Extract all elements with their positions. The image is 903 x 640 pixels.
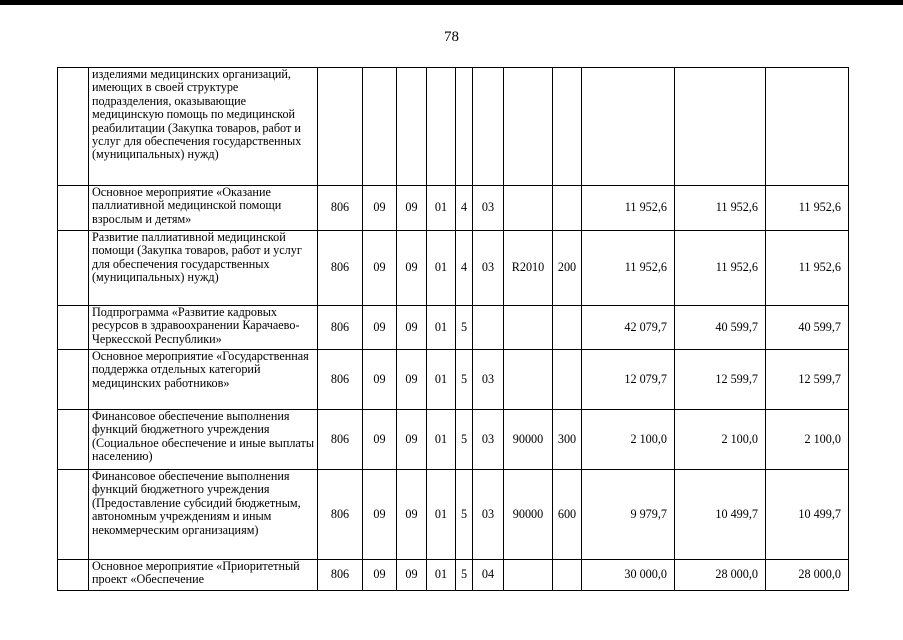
amount-1-cell: 12 079,7: [582, 350, 675, 410]
subsection-cell: 09: [397, 470, 427, 560]
expense-type-cell: [553, 68, 582, 186]
name-cell: Подпрограмма «Развитие кадровых ресурсов в здравоохранении Карачаево-Черкесской Республики»: [89, 306, 318, 350]
amount-1-cell: 11 952,6: [582, 186, 675, 231]
program-cell: 01: [427, 306, 456, 350]
lead-cell: [58, 186, 89, 231]
table-row: [58, 186, 849, 231]
section-cell: [363, 68, 397, 186]
subprogram-cell: 5: [456, 410, 473, 470]
expense-type-cell: [553, 306, 582, 350]
event-cell: 04: [473, 560, 504, 591]
table-row: [58, 68, 849, 186]
lead-cell: [58, 231, 89, 306]
amount-2-cell: 2 100,0: [675, 410, 766, 470]
subprogram-cell: 5: [456, 350, 473, 410]
ministry-cell: 806: [318, 186, 363, 231]
direction-cell: 90000: [504, 470, 553, 560]
name-cell: Развитие паллиативной медицинской помощи (Закупка товаров, работ и услуг для обеспечения государственных (муниципальных) нужд): [89, 231, 318, 306]
amount-3-cell: 28 000,0: [766, 560, 849, 591]
direction-cell: [504, 186, 553, 231]
direction-cell: [504, 560, 553, 591]
program-cell: 01: [427, 231, 456, 306]
section-cell: 09: [363, 350, 397, 410]
lead-cell: [58, 470, 89, 560]
name-cell: изделиями медицинских организаций, имеющих в своей структуре подразделения, оказывающие медицинскую помощь по медицинской реабилитации (Закупка товаров, работ и услуг для обеспечения государственных (муниципальных) нужд): [89, 68, 318, 186]
program-cell: 01: [427, 560, 456, 591]
amount-1-cell: 42 079,7: [582, 306, 675, 350]
subsection-cell: 09: [397, 560, 427, 591]
subsection-cell: 09: [397, 306, 427, 350]
subsection-cell: 09: [397, 186, 427, 231]
amount-2-cell: 10 499,7: [675, 470, 766, 560]
direction-cell: [504, 68, 553, 186]
amount-3-cell: 10 499,7: [766, 470, 849, 560]
amount-3-cell: 11 952,6: [766, 231, 849, 306]
amount-2-cell: 11 952,6: [675, 186, 766, 231]
expense-type-cell: 600: [553, 470, 582, 560]
name-cell: Основное мероприятие «Государственная поддержка отдельных категорий медицинских работников»: [89, 350, 318, 410]
program-cell: 01: [427, 350, 456, 410]
ministry-cell: 806: [318, 410, 363, 470]
direction-cell: [504, 306, 553, 350]
lead-cell: [58, 68, 89, 186]
amount-3-cell: [766, 68, 849, 186]
subprogram-cell: 5: [456, 560, 473, 591]
event-cell: [473, 306, 504, 350]
subsection-cell: 09: [397, 350, 427, 410]
subprogram-cell: 5: [456, 470, 473, 560]
top-rule: [0, 0, 903, 5]
name-cell: Финансовое обеспечение выполнения функций бюджетного учреждения (Предоставление субсидий бюджетным, автономным учреждениям и иным некоммерческим организациям): [89, 470, 318, 560]
name-cell: Основное мероприятие «Приоритетный проект «Обеспечение: [89, 560, 318, 591]
name-cell: Основное мероприятие «Оказание паллиативной медицинской помощи взрослым и детям»: [89, 186, 318, 231]
subprogram-cell: [456, 68, 473, 186]
amount-2-cell: 40 599,7: [675, 306, 766, 350]
ministry-cell: 806: [318, 560, 363, 591]
expense-type-cell: [553, 560, 582, 591]
name-cell: Финансовое обеспечение выполнения функций бюджетного учреждения (Социальное обеспечение и иные выплаты населению): [89, 410, 318, 470]
ministry-cell: 806: [318, 470, 363, 560]
expense-type-cell: 300: [553, 410, 582, 470]
section-cell: 09: [363, 560, 397, 591]
program-cell: 01: [427, 410, 456, 470]
page-number: 78: [444, 29, 459, 45]
amount-2-cell: 11 952,6: [675, 231, 766, 306]
table-row: [58, 470, 849, 560]
event-cell: 03: [473, 186, 504, 231]
subsection-cell: [397, 68, 427, 186]
section-cell: 09: [363, 470, 397, 560]
program-cell: [427, 68, 456, 186]
lead-cell: [58, 560, 89, 591]
program-cell: 01: [427, 470, 456, 560]
amount-1-cell: [582, 68, 675, 186]
event-cell: 03: [473, 470, 504, 560]
section-cell: 09: [363, 410, 397, 470]
amount-3-cell: 12 599,7: [766, 350, 849, 410]
event-cell: 03: [473, 410, 504, 470]
table-row: [58, 350, 849, 410]
subsection-cell: 09: [397, 410, 427, 470]
amount-1-cell: 30 000,0: [582, 560, 675, 591]
ministry-cell: 806: [318, 306, 363, 350]
table-row: [58, 410, 849, 470]
expense-type-cell: [553, 350, 582, 410]
table-row: [58, 306, 849, 350]
section-cell: 09: [363, 186, 397, 231]
event-cell: [473, 68, 504, 186]
amount-3-cell: 2 100,0: [766, 410, 849, 470]
subprogram-cell: 4: [456, 231, 473, 306]
event-cell: 03: [473, 231, 504, 306]
budget-table: [57, 67, 849, 591]
ministry-cell: [318, 68, 363, 186]
section-cell: 09: [363, 306, 397, 350]
event-cell: 03: [473, 350, 504, 410]
table-body: [58, 68, 849, 591]
subsection-cell: 09: [397, 231, 427, 306]
lead-cell: [58, 306, 89, 350]
direction-cell: [504, 350, 553, 410]
amount-1-cell: 9 979,7: [582, 470, 675, 560]
amount-3-cell: 40 599,7: [766, 306, 849, 350]
ministry-cell: 806: [318, 231, 363, 306]
amount-2-cell: [675, 68, 766, 186]
subprogram-cell: 4: [456, 186, 473, 231]
direction-cell: 90000: [504, 410, 553, 470]
lead-cell: [58, 410, 89, 470]
section-cell: 09: [363, 231, 397, 306]
expense-type-cell: [553, 186, 582, 231]
direction-cell: R2010: [504, 231, 553, 306]
amount-1-cell: 11 952,6: [582, 231, 675, 306]
subprogram-cell: 5: [456, 306, 473, 350]
lead-cell: [58, 350, 89, 410]
program-cell: 01: [427, 186, 456, 231]
ministry-cell: 806: [318, 350, 363, 410]
amount-3-cell: 11 952,6: [766, 186, 849, 231]
expense-type-cell: 200: [553, 231, 582, 306]
amount-2-cell: 28 000,0: [675, 560, 766, 591]
table-row: [58, 231, 849, 306]
table-row: [58, 560, 849, 591]
amount-2-cell: 12 599,7: [675, 350, 766, 410]
amount-1-cell: 2 100,0: [582, 410, 675, 470]
